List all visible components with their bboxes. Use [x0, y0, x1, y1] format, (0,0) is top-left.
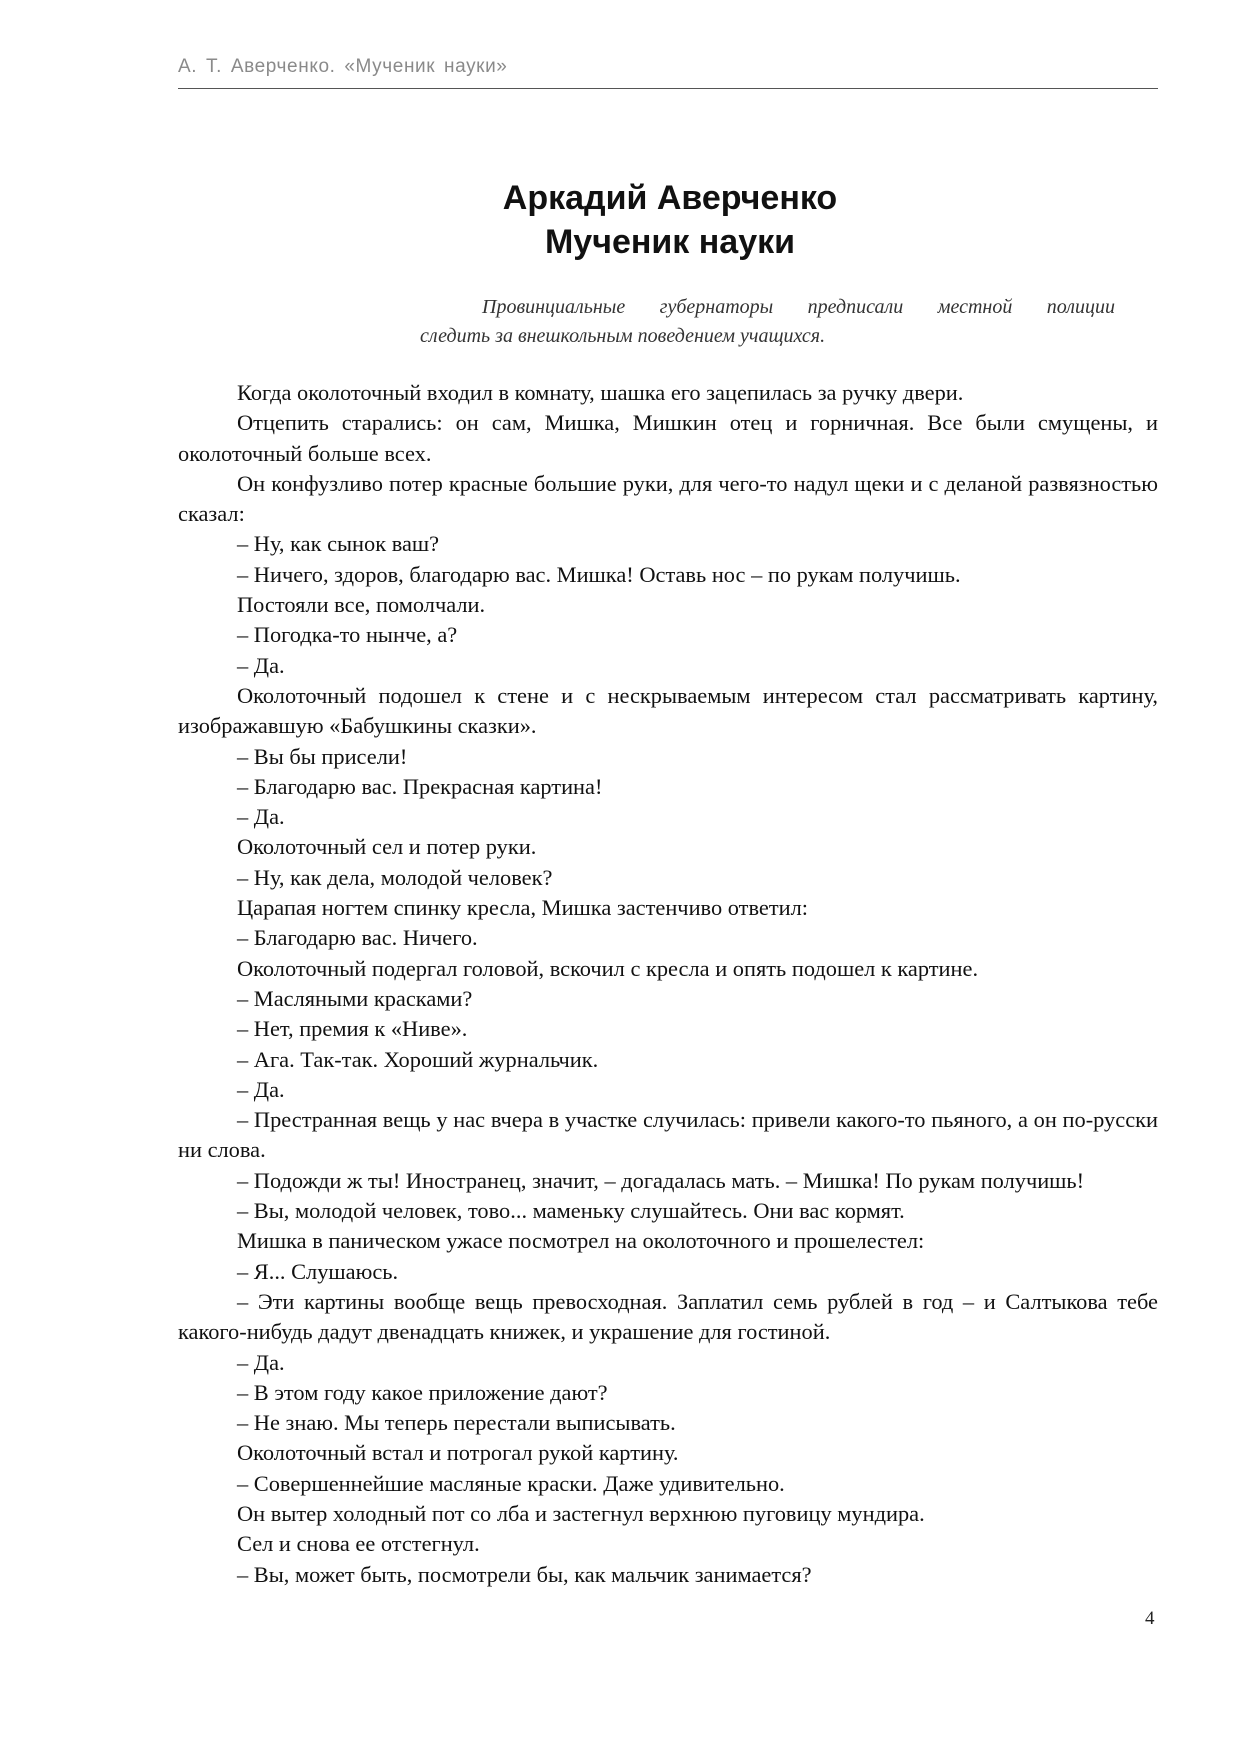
paragraph: Околоточный подергал головой, вскочил с кресла и опять подошел к картине. [237, 955, 979, 981]
paragraph: – Масляными красками? [237, 985, 473, 1011]
paragraph: – Вы, может быть, посмотрели бы, как мальчик занимается? [237, 1561, 812, 1587]
page-number: 4 [1145, 1608, 1155, 1629]
work-title: Мученик науки [544, 223, 796, 261]
paragraph: – Да. [237, 652, 285, 678]
paragraph: – Подожди ж ты! Иностранец, значит, – догадалась мать. – Мишка! По рукам получишь! [237, 1167, 1085, 1193]
paragraph: – Престранная вещь у нас вчера в участке случилась: привели какого-то пьяного, а он по-русски ни слова. [178, 1107, 1158, 1163]
paragraph: – В этом году какое приложение дают? [237, 1379, 608, 1405]
author-name: Аркадий Аверченко [502, 179, 838, 217]
paragraph: – Совершеннейшие масляные краски. Даже удивительно. [237, 1470, 785, 1496]
paragraph: – Благодарю вас. Прекрасная картина! [237, 773, 603, 799]
paragraph: Мишка в паническом ужасе посмотрел на околоточного и прошелестел: [237, 1228, 925, 1254]
paragraph: Околоточный встал и потрогал рукой картину. [237, 1440, 679, 1466]
paragraph: – Ну, как дела, молодой человек? [237, 864, 553, 890]
paragraph: – Погодка-то нынче, а? [237, 622, 458, 648]
epigraph [420, 293, 1115, 351]
paragraph: – Вы, молодой человек, тово... маменьку слушайтесь. Они вас кормят. [237, 1198, 905, 1224]
paragraph: – Да. [237, 1349, 285, 1375]
header-rule [178, 88, 1158, 89]
paragraph: Когда околоточный входил в комнату, шашка его зацепилась за ручку двери. [237, 380, 964, 405]
paragraph: Сел и снова ее отстегнул. [237, 1531, 480, 1557]
paragraph: – Да. [237, 1076, 285, 1102]
paragraph: – Вы бы присели! [237, 743, 408, 769]
paragraph: Постояли все, помолчали. [237, 592, 486, 618]
paragraph: – Нет, премия к «Ниве». [237, 1016, 468, 1042]
paragraph: – Ничего, здоров, благодарю вас. Мишка! Оставь нос – по рукам получишь. [237, 561, 961, 587]
paragraph: – Эти картины вообще вещь превосходная. Заплатил семь рублей в год – и Салтыкова тебе какого-нибудь дадут двенадцать книжек, и украшение для гостиной. [178, 1288, 1158, 1345]
paragraph: – Я... Слушаюсь. [237, 1258, 399, 1284]
paragraph: Он вытер холодный пот со лба и застегнул верхнюю пуговицу мундира. [237, 1500, 925, 1526]
paragraph: – Ага. Так-так. Хороший журнальчик. [237, 1046, 599, 1072]
paragraph: – Да. [237, 804, 285, 830]
running-head: А. Т. Аверченко. «Мученик науки» [178, 56, 508, 77]
paragraph: Околоточный сел и потер руки. [237, 834, 537, 860]
title-block [440, 176, 900, 264]
paragraph: – Ну, как сынок ваш? [237, 531, 440, 557]
paragraph: Царапая ногтем спинку кресла, Мишка застенчиво ответил: [237, 895, 808, 921]
story-text [178, 378, 1158, 1590]
paragraph: Он конфузливо потер красные большие руки, для чего-то надул щеки и с деланой развязностью сказал: [178, 470, 1158, 527]
paragraph: – Благодарю вас. Ничего. [237, 925, 478, 951]
paragraph: Отцепить старались: он сам, Мишка, Мишкин отец и горничная. Все были смущены, и околоточный больше всех. [178, 410, 1158, 466]
epigraph-line-2: следить за внешкольным поведением учащихся. [420, 325, 826, 347]
paragraph: – Не знаю. Мы теперь перестали выписывать. [237, 1410, 676, 1436]
epigraph-line-1: Провинциальные губернаторы предписали местной полиции [482, 296, 1115, 318]
paragraph: Околоточный подошел к стене и с нескрываемым интересом стал рассматривать картину, изображавшую «Бабушкины сказки». [178, 682, 1158, 739]
